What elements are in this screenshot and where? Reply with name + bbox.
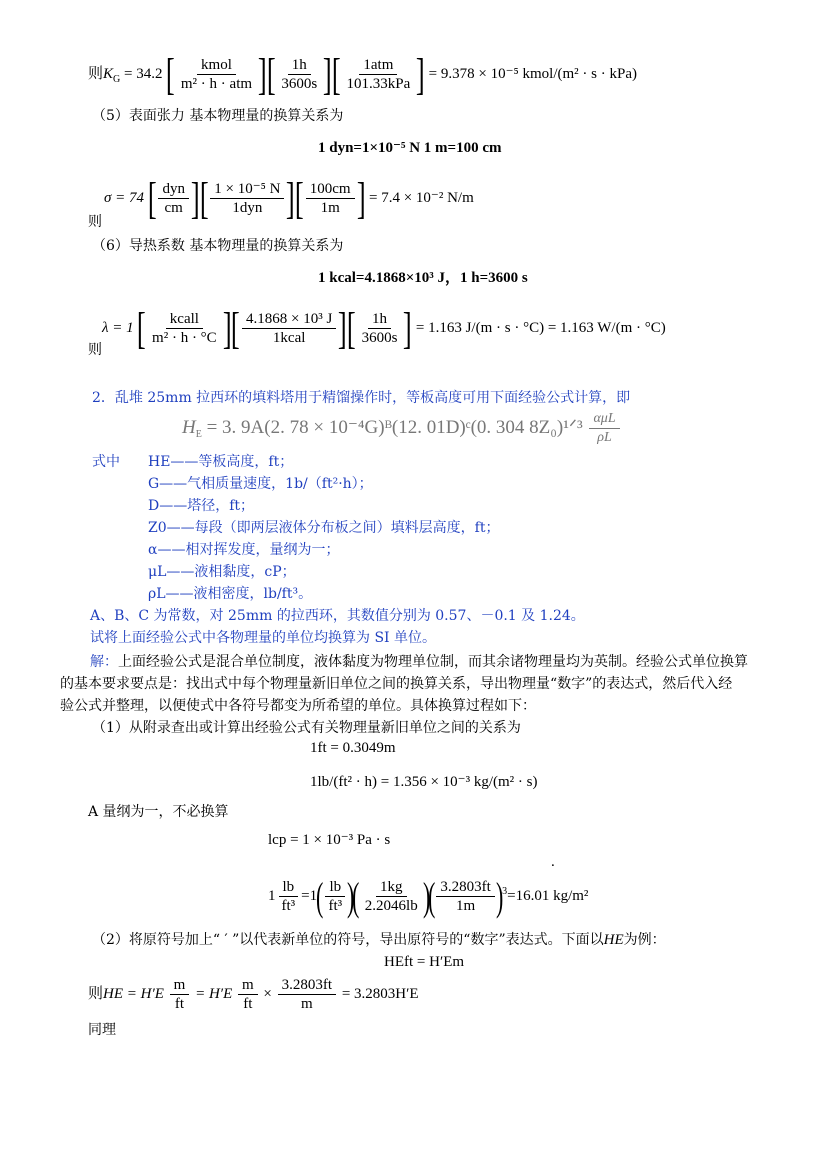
kg-frac-2: $\frac{1h}{3600s}$	[281, 57, 318, 93]
s6-frac-1: $\frac{\text{kcall}}{\text{m² · h · °C}}$	[152, 311, 217, 347]
s5-frac-1: $\frac{\text{dyn}}{cm}$	[158, 180, 189, 217]
rho-frac-3: $\frac{1kg}{2.2046lb}$	[364, 879, 418, 915]
he-conversion: 则HE = H′E $\frac{m}{ft}$ = H′E $\frac{m}{ft}$ × $\frac{3.2803ft}{m}$ = 3.2803H′E	[88, 977, 419, 1013]
s6-frac-3: $\frac{1h}{3600s}$	[361, 311, 398, 347]
def-line: ρL——液相密度，lb/ft³。	[148, 586, 313, 602]
stray-dot: .	[551, 854, 555, 870]
kg-frac-3: $\frac{\text{1atm}}{\text{101.33kPa}}$	[346, 57, 411, 93]
eq-ft: 1ft = 0.3049m	[310, 740, 396, 756]
s5-frac-3: $\frac{100cm}{1m}$	[306, 180, 355, 217]
he-frac-1: $\frac{m}{ft}$	[170, 976, 190, 1013]
problem2-formula: $H_E = 3$. 9A(2. 78 × 10⁻⁴G)ᴮ(12. 01D)ᶜ(0. 304 8Z₀)¹ᐟ³ $\frac{\text{αμL}}{\rho L}$	[182, 408, 622, 455]
he-frac-3: $\frac{3.2803ft}{m}$	[278, 976, 336, 1013]
s5-relation: 1 dyn=1×10⁻⁵ N 1 m=100 cm	[318, 140, 502, 156]
solution-p2: 的基本要求要点是：找出式中每个物理量新旧单位之间的换算关系，导出物理量“数字”的表达式，然后代入经	[60, 676, 733, 692]
def-line: α——相对挥发度，量纲为一；	[148, 542, 340, 558]
kg-lhs: K	[103, 66, 114, 82]
def-line: μL——液相黏度，cP；	[148, 564, 296, 580]
problem2-title: 2．乱堆 25mm 拉西环的填料塔用于精馏操作时，等板高度可用下面经验公式计算，即	[92, 390, 631, 406]
s5-lhs: σ = 74	[104, 190, 145, 206]
s5-frac-2: $\frac{\text{1 × 10⁻⁵ N}}{\text{1dyn}}$	[210, 180, 284, 217]
kg-frac-1: $\frac{\text{kmol}}{\text{m² · h · atm}}$	[180, 57, 253, 93]
kg-result: = 9.378 × 10⁻⁵ kmol/(m² · s · kPa)	[428, 66, 637, 82]
where-label: 式中	[92, 454, 120, 470]
problem2-formula-frac: $\frac{\text{αμL}}{\rho L}$	[589, 410, 619, 447]
s6-result: = 1.163 J/(m · s · °C) = 1.163 W/(m · °C)	[415, 320, 666, 336]
a-note: A 量纲为一，不必换算	[88, 804, 229, 820]
kg-equation: 则$K_G = 34.2$ [ $\frac{\text{kmol}}{\text{m² · h · atm}}$ ][ $\frac{1h}{3600s}$ ][ $\frac{\text{1atm}}{\text{101.33kPa}}$ ] = 9.378 × 10⁻⁵ kmol/(m² · s · kPa)	[88, 49, 637, 99]
he-eq: HEft = H′Em	[384, 954, 465, 970]
solution-step1: （1）从附录查出或计算出经验公式有关物理量新旧单位之间的关系为	[92, 720, 521, 736]
eq-cp: lcp = 1 × 10⁻³ Pa · s	[268, 832, 391, 848]
rho-frac-2: $\frac{lb}{\text{ft³}}$	[324, 878, 346, 915]
s5-result: = 7.4 × 10⁻² N/m	[369, 190, 474, 206]
s5-equation: σ = 74 [ $\frac{\text{dyn}}{cm}$ ][ $\frac{\text{1 × 10⁻⁵ N}}{\text{1dyn}}$ ][ $\frac{100cm}{1m}$ ] = 7.4 × 10⁻² N/m	[104, 173, 474, 223]
def-line: D——塔径，ft；	[148, 498, 255, 514]
s6-frac-2: $\frac{\text{4.1868 × 10³ J}}{\text{1kcal}}$	[242, 310, 336, 347]
same-note: 同理	[88, 1022, 116, 1038]
s5-heading: （5）表面张力 基本物理量的换算关系为	[92, 108, 344, 124]
constants-line: A、B、C 为常数，对 25mm 的拉西环，其数值分别为 0.57、－0.1 及 1.24。	[90, 608, 585, 624]
s6-heading: （6）导热系数 基本物理量的换算关系为	[92, 238, 344, 254]
kg-lhs-sub: G	[113, 74, 121, 85]
s6-equation: λ = 1 [ $\frac{\text{kcall}}{\text{m² · h · °C}}$ ][ $\frac{\text{4.1868 × 10³ J}}{\text{1kcal}}$ ][ $\frac{1h}{3600s}$ ] = 1.163 J/(m · s · °C) = 1.163 W/(m · °C)	[102, 303, 666, 353]
s6-relation: 1 kcal=4.1868×10³ J，1 h=3600 s	[318, 270, 528, 286]
rho-frac-4: $\frac{3.2803ft}{1m}$	[436, 878, 494, 915]
solution-p3: 验公式并整理，以便使式中各符号都变为所希望的单位。具体换算过程如下：	[60, 698, 536, 714]
s6-prefix: 则	[88, 342, 102, 358]
def-line: G——气相质量速度，1b/（ft²·h）；	[148, 476, 373, 492]
eq-rho: 1 $\frac{lb}{\text{ft³}}$ =1( $\frac{lb}{\text{ft³}}$ )( $\frac{1kg}{2.2046lb}$ )( $\frac{3.2803ft}{1m}$ )$^3$=16.01 kg/m²	[268, 873, 589, 919]
def-line: Z0——每段（即两层液体分布板之间）填料层高度，ft；	[148, 520, 500, 536]
task-line: 试将上面经验公式中各物理量的单位均换算为 SI 单位。	[90, 630, 437, 646]
solution-p1: 解：上面经验公式是混合单位制度，液体黏度为物理单位制，而其余诸物理量均为英制。经验公式单位换算	[90, 654, 748, 670]
eq-lb: 1lb/(ft² · h) = 1.356 × 10⁻³ kg/(m² · s)	[310, 774, 538, 790]
he-frac-2: $\frac{m}{ft}$	[238, 976, 258, 1013]
kg-coef: = 34.2	[124, 66, 163, 82]
solution-step2: （2）将原符号加上“ ′ ”以代表新单位的符号，导出原符号的“数字”表达式。下面以HE为例：	[92, 932, 666, 948]
rho-frac-1: $\frac{lb}{\text{ft³}}$	[278, 878, 300, 915]
solution-label: 解：	[90, 654, 118, 670]
kg-prefix: 则	[88, 66, 104, 82]
def-line: HE——等板高度，ft；	[148, 454, 294, 470]
s6-lhs: λ = 1	[102, 320, 134, 336]
s5-prefix: 则	[88, 214, 102, 230]
